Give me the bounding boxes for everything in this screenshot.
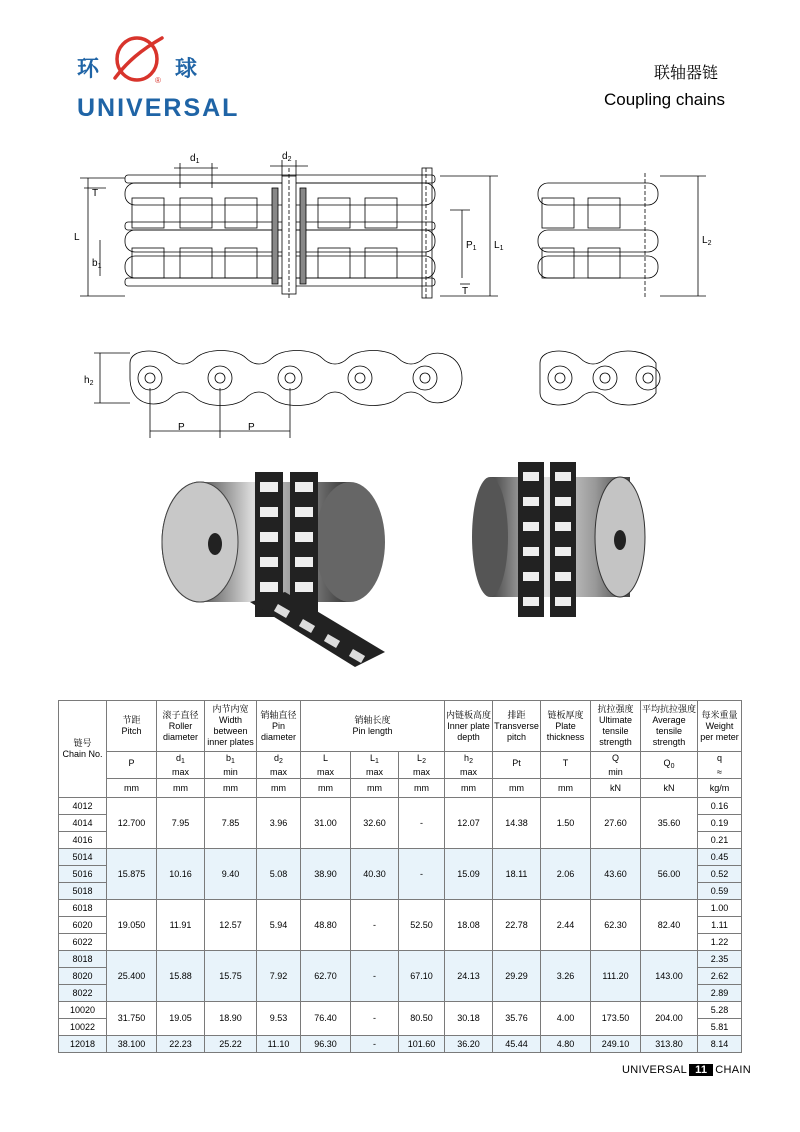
header-cn: 链号 [73, 738, 92, 748]
label-l: L [74, 232, 80, 243]
symbol-cell [157, 752, 205, 779]
symbol: d [176, 752, 182, 763]
value-cell: 24.13 [445, 951, 493, 1002]
symbol-cell [641, 752, 698, 779]
header-cell [493, 701, 541, 752]
value-cell: 12.57 [205, 900, 257, 951]
symbol: d [274, 752, 280, 763]
symbol-limit: max [269, 766, 287, 777]
symbol: Q [663, 758, 671, 768]
header-cn: 每米重量 [701, 709, 738, 720]
side-view-drawing [538, 173, 706, 298]
header-cell [107, 701, 157, 752]
value-cell: 10.16 [157, 849, 205, 900]
value-cell: 35.76 [493, 1002, 541, 1036]
weight-cell: 2.62 [698, 968, 742, 985]
symbol-cell [493, 752, 541, 779]
page-title-en: Coupling chains [604, 90, 725, 109]
header-en: Inner plate depth [447, 720, 490, 742]
header-cn: 销轴直径 [260, 709, 297, 720]
value-cell: 18.08 [445, 900, 493, 951]
symbol: Q [612, 752, 620, 763]
value-cell: 15.875 [107, 849, 157, 900]
value-cell: 14.38 [493, 798, 541, 849]
value-cell: 9.53 [257, 1002, 301, 1036]
footer-brand: UNIVERSAL [622, 1064, 688, 1076]
weight-cell: 0.45 [698, 849, 742, 866]
value-cell: 31.750 [107, 1002, 157, 1036]
symbol-cell [698, 752, 742, 779]
unit-cell: mm [301, 779, 351, 798]
value-cell: 4.00 [541, 1002, 591, 1036]
value-cell: - [351, 1002, 399, 1036]
coupling-photo-right [470, 452, 650, 627]
unit-cell: mm [107, 779, 157, 798]
unit-cell: kN [641, 779, 698, 798]
label-d1: $d_1$ [190, 153, 200, 165]
symbol: Pt [512, 758, 521, 768]
value-cell: 5.08 [257, 849, 301, 900]
header-cn: 排距 [507, 709, 526, 720]
symbol-cell [591, 752, 641, 779]
symbol-limit: min [608, 766, 623, 777]
spec-table-body [59, 701, 742, 1053]
value-cell: 7.92 [257, 951, 301, 1002]
header-cn: 节距 [122, 715, 141, 725]
value-cell: 62.70 [301, 951, 351, 1002]
header-en: Pin diameter [260, 720, 296, 742]
label-p-right: P [248, 422, 255, 433]
unit-cell: mm [445, 779, 493, 798]
header-cell [445, 701, 493, 752]
chain-no-cell: 8018 [59, 951, 107, 968]
header-en: Chain No. [62, 749, 103, 759]
weight-cell: 0.21 [698, 832, 742, 849]
value-cell: 25.400 [107, 951, 157, 1002]
value-cell: 38.90 [301, 849, 351, 900]
weight-cell: 5.28 [698, 1002, 742, 1019]
value-cell: 11.91 [157, 900, 205, 951]
value-cell: 15.75 [205, 951, 257, 1002]
unit-cell: mm [205, 779, 257, 798]
symbol-sub: 2 [422, 757, 426, 765]
table-row [59, 951, 742, 968]
label-d2: $d_2$ [282, 151, 292, 163]
value-cell: 52.50 [399, 900, 445, 951]
weight-cell: 0.16 [698, 798, 742, 815]
value-cell: 12.07 [445, 798, 493, 849]
value-cell: - [399, 849, 445, 900]
chain-no-cell: 8022 [59, 985, 107, 1002]
unit-cell: mm [493, 779, 541, 798]
symbol-cell [445, 752, 493, 779]
symbol-sub: 2 [279, 757, 283, 765]
page-number: 11 [689, 1064, 713, 1076]
value-cell: - [399, 798, 445, 849]
symbol-cell [301, 752, 351, 779]
logo-en: UNIVERSAL [77, 94, 240, 122]
label-t-bottom: T [462, 286, 469, 297]
value-cell: 2.44 [541, 900, 591, 951]
value-cell: 31.00 [301, 798, 351, 849]
label-p-left: P [178, 422, 185, 433]
chain-no-cell: 10022 [59, 1019, 107, 1036]
chain-no-cell: 4016 [59, 832, 107, 849]
unit-cell: mm [399, 779, 445, 798]
symbol: q [717, 752, 723, 763]
chain-no-cell: 4012 [59, 798, 107, 815]
value-cell: 313.80 [641, 1036, 698, 1053]
header-row-symbols [59, 752, 742, 779]
spec-table [58, 700, 742, 1053]
symbol-limit: max [365, 766, 383, 777]
weight-cell: 8.14 [698, 1036, 742, 1053]
header-cell [205, 701, 257, 752]
coupling-photo-left [155, 452, 400, 692]
header-cell [698, 701, 742, 752]
chain-no-cell: 6022 [59, 934, 107, 951]
value-cell: 82.40 [641, 900, 698, 951]
value-cell: 5.94 [257, 900, 301, 951]
chain-no-cell: 5016 [59, 866, 107, 883]
table-row [59, 1036, 742, 1053]
value-cell: 62.30 [591, 900, 641, 951]
logo-cn-right: 球 [175, 57, 200, 82]
chain-no-cell: 5018 [59, 883, 107, 900]
value-cell: 29.29 [493, 951, 541, 1002]
header-cn: 链板厚度 [547, 709, 584, 720]
value-cell: 111.20 [591, 951, 641, 1002]
unit-cell: mm [257, 779, 301, 798]
weight-cell: 2.89 [698, 985, 742, 1002]
chain-no-cell: 4014 [59, 815, 107, 832]
table-row [59, 900, 742, 917]
header-cell [157, 701, 205, 752]
value-cell: 173.50 [591, 1002, 641, 1036]
header-en: Ultimate tensile strength [599, 715, 633, 747]
header-cn: 滚子直径 [162, 709, 199, 720]
value-cell: 3.96 [257, 798, 301, 849]
symbol: b [226, 752, 232, 763]
weight-cell: 5.81 [698, 1019, 742, 1036]
page-title-cn: 联轴器链 [654, 63, 719, 82]
value-cell: 204.00 [641, 1002, 698, 1036]
symbol-limit: max [460, 766, 478, 777]
header-cn: 平均抗拉强度 [642, 704, 697, 714]
value-cell: 11.10 [257, 1036, 301, 1053]
symbol: L [322, 752, 328, 763]
symbol-limit: max [316, 766, 334, 777]
header-cn: 内节内宽 [212, 704, 249, 714]
chain-no-cell: 12018 [59, 1036, 107, 1053]
footer-chain: CHAIN [715, 1064, 752, 1076]
value-cell: 19.05 [157, 1002, 205, 1036]
symbol-sub: 1 [181, 757, 185, 765]
top-view-drawing [80, 160, 498, 298]
value-cell: 1.50 [541, 798, 591, 849]
symbol: L [370, 752, 376, 763]
symbol: L [417, 752, 423, 763]
footer [622, 1064, 751, 1076]
weight-cell: 0.59 [698, 883, 742, 900]
logo-cn-left: 环 [77, 57, 102, 82]
header-en: Roller diameter [162, 720, 198, 742]
symbol-sub: 0 [670, 763, 675, 770]
value-cell: 38.100 [107, 1036, 157, 1053]
symbol: T [562, 758, 569, 768]
header-cell [301, 701, 445, 752]
value-cell: 22.23 [157, 1036, 205, 1053]
header-cell [257, 701, 301, 752]
weight-cell: 0.52 [698, 866, 742, 883]
value-cell: 48.80 [301, 900, 351, 951]
value-cell: 249.10 [591, 1036, 641, 1053]
weight-cell: 1.22 [698, 934, 742, 951]
value-cell: 76.40 [301, 1002, 351, 1036]
header-cn: 销轴长度 [354, 715, 391, 725]
header-cell [591, 701, 641, 752]
header-cn: 抗拉强度 [597, 704, 634, 714]
weight-cell: 1.11 [698, 917, 742, 934]
value-cell: 22.78 [493, 900, 541, 951]
symbol-limit: min [223, 766, 238, 777]
unit-cell: kN [591, 779, 641, 798]
chain-technical-drawing [70, 148, 730, 448]
value-cell: 12.700 [107, 798, 157, 849]
value-cell: 101.60 [399, 1036, 445, 1053]
symbol-sub: 1 [375, 757, 379, 765]
value-cell: - [351, 900, 399, 951]
symbol-cell [399, 752, 445, 779]
unit-cell: mm [351, 779, 399, 798]
weight-cell: 2.35 [698, 951, 742, 968]
symbol-cell [257, 752, 301, 779]
chain-no-cell: 6018 [59, 900, 107, 917]
label-t-top: T [92, 188, 99, 199]
label-h2: $h_2$ [84, 375, 94, 387]
registered-mark: ® [155, 76, 161, 85]
header-cell [541, 701, 591, 752]
header-row-units [59, 779, 742, 798]
value-cell: 3.26 [541, 951, 591, 1002]
value-cell: 9.40 [205, 849, 257, 900]
symbol: h [464, 752, 470, 763]
symbol-cell [107, 752, 157, 779]
unit-cell: mm [157, 779, 205, 798]
value-cell: 7.85 [205, 798, 257, 849]
label-l2: $L_2$ [702, 235, 712, 247]
label-b1: $b_1$ [92, 258, 102, 270]
header-en: Width between inner plates [207, 715, 254, 747]
value-cell: 4.80 [541, 1036, 591, 1053]
value-cell: 2.06 [541, 849, 591, 900]
chain-no-cell: 10020 [59, 1002, 107, 1019]
header-en: Average tensile strength [652, 715, 686, 747]
value-cell: - [351, 951, 399, 1002]
symbol-sub: 2 [469, 757, 473, 765]
value-cell: 18.11 [493, 849, 541, 900]
header-row-names [59, 701, 742, 752]
value-cell: 67.10 [399, 951, 445, 1002]
value-cell: 80.50 [399, 1002, 445, 1036]
symbol: P [128, 758, 135, 768]
value-cell: 18.90 [205, 1002, 257, 1036]
symbol-sub: 1 [231, 757, 235, 765]
unit-cell: mm [541, 779, 591, 798]
value-cell: 56.00 [641, 849, 698, 900]
header-en: Transverse pitch [494, 720, 539, 742]
header-cn: 内链板高度 [446, 709, 492, 720]
header-en: Pitch [121, 726, 142, 736]
symbol-limit: ≈ [717, 766, 722, 777]
value-cell: 40.30 [351, 849, 399, 900]
value-cell: 32.60 [351, 798, 399, 849]
header-en: Pin length [352, 726, 393, 736]
value-cell: 30.18 [445, 1002, 493, 1036]
value-cell: 15.09 [445, 849, 493, 900]
value-cell: 19.050 [107, 900, 157, 951]
value-cell: 45.44 [493, 1036, 541, 1053]
unit-cell: kg/m [698, 779, 742, 798]
symbol-cell [351, 752, 399, 779]
symbol-limit: max [171, 766, 189, 777]
value-cell: 15.88 [157, 951, 205, 1002]
value-cell: 27.60 [591, 798, 641, 849]
weight-cell: 1.00 [698, 900, 742, 917]
label-l1: $L_1$ [494, 240, 504, 252]
symbol-cell [541, 752, 591, 779]
weight-cell: 0.19 [698, 815, 742, 832]
chain-no-cell: 5014 [59, 849, 107, 866]
header-en: Plate thickness [546, 720, 585, 742]
header-cell [641, 701, 698, 752]
value-cell: 143.00 [641, 951, 698, 1002]
value-cell: 7.95 [157, 798, 205, 849]
value-cell: 96.30 [301, 1036, 351, 1053]
table-row [59, 849, 742, 866]
chain-no-cell: 6020 [59, 917, 107, 934]
logo [75, 32, 240, 122]
table-row [59, 1002, 742, 1019]
value-cell: - [351, 1036, 399, 1053]
value-cell: 36.20 [445, 1036, 493, 1053]
table-row [59, 798, 742, 815]
symbol-limit: max [413, 766, 431, 777]
symbol-cell [205, 752, 257, 779]
value-cell: 35.60 [641, 798, 698, 849]
label-p1: $P_1$ [466, 240, 477, 252]
value-cell: 25.22 [205, 1036, 257, 1053]
header-en: Weight per meter [700, 720, 739, 742]
value-cell: 43.60 [591, 849, 641, 900]
chain-no-cell: 8020 [59, 968, 107, 985]
header-cell [59, 701, 107, 798]
